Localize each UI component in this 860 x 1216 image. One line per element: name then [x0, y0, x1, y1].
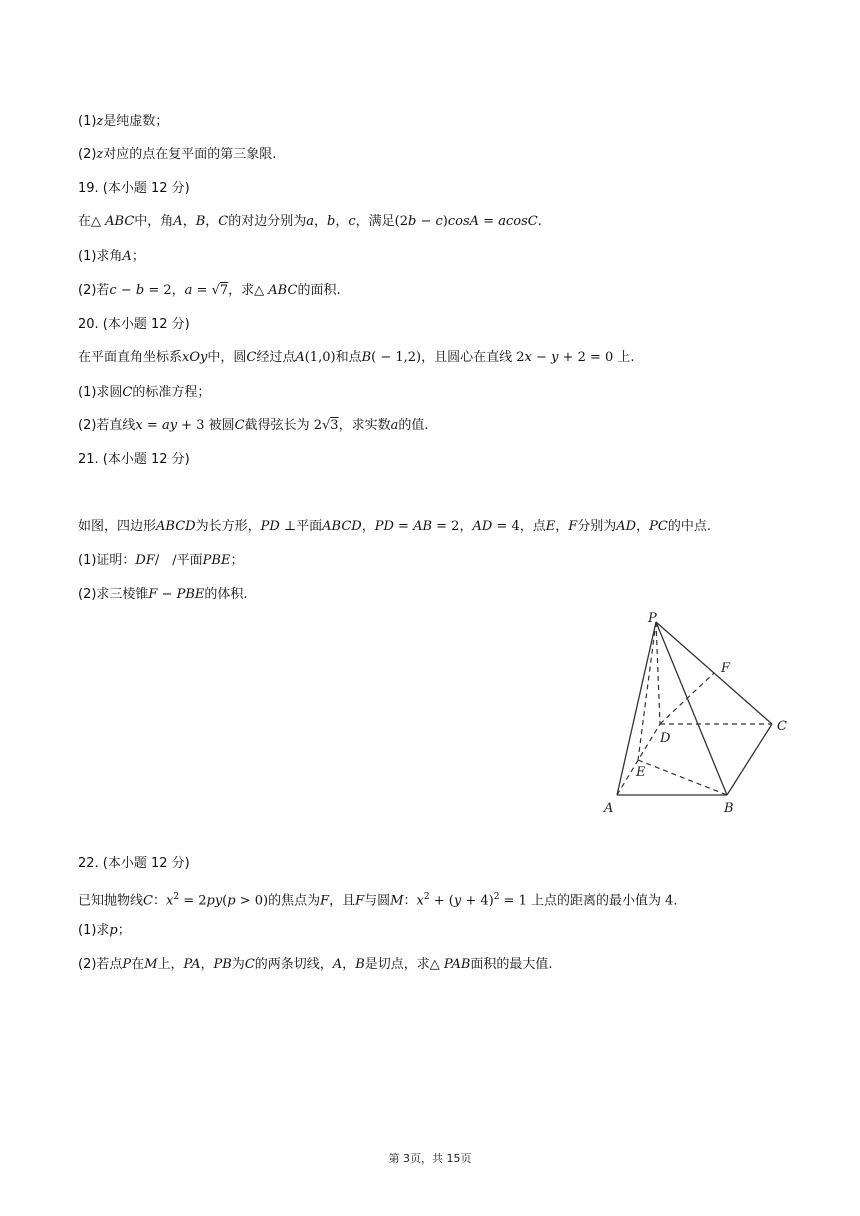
q20-part1: (1)求圆C的标准方程； — [78, 385, 211, 400]
q21-header: 21. (本小题 12 分) — [78, 452, 190, 467]
q21-stem: 如图，四边形ABCD为长方形，PD ⊥平面ABCD，PD = AB = 2，AD = 4，点E，F分别为AD，PC的中点. — [78, 519, 711, 534]
edge-PD — [656, 622, 660, 724]
label-A: A — [604, 801, 614, 816]
label-F: F — [721, 661, 731, 676]
q19-part2: (2)若c − b = 2，a = √7，求△ ABC的面积. — [78, 283, 341, 298]
q22-part2: (2)若点P在M上，PA，PB为C的两条切线，A，B是切点，求△ PAB面积的最大值. — [78, 957, 553, 972]
q19-stem: 在△ ABC中，角A，B，C的对边分别为a，b，c，满足(2b − c)cosA = acosC. — [78, 214, 542, 229]
label-B: B — [724, 801, 734, 816]
q18-part1: (1)z是纯虚数； — [78, 114, 169, 129]
q20-header: 20. (本小题 12 分) — [78, 317, 190, 332]
edge-BC — [727, 724, 772, 795]
label-E: E — [636, 765, 646, 780]
pyramid-figure — [600, 608, 800, 823]
q20-part2: (2)若直线x = ay + 3 被圆C截得弦长为 2√3，求实数a的值. — [78, 418, 429, 433]
label-C: C — [777, 719, 787, 734]
q20-stem: 在平面直角坐标系xOy中，圆C经过点A(1,0)和点B( − 1,2)，且圆心在直线 2x − y + 2 = 0 上. — [78, 350, 635, 365]
label-P: P — [648, 611, 657, 626]
q18-part2: (2)z对应的点在复平面的第三象限. — [78, 147, 277, 162]
q21-part1: (1)证明：DF/ /平面PBE； — [78, 553, 244, 568]
q19-header: 19. (本小题 12 分) — [78, 181, 190, 196]
q22-stem: 已知抛物线C：$x^2 = 2py(p > 0)$的焦点为F，且F与圆M：$x^2 + (y + 4)^2 = 1$ 上点的距离的最小值为 4. — [78, 892, 678, 909]
edge-DF — [660, 673, 714, 724]
q19-part1: (1)求角A； — [78, 249, 145, 264]
edge-PB — [656, 622, 727, 795]
q21-part2: (2)求三棱锥F − PBE的体积. — [78, 587, 248, 602]
page-footer: 第 3页，共 15页 — [388, 1152, 472, 1165]
q22-header: 22. (本小题 12 分) — [78, 856, 190, 871]
label-D: D — [660, 731, 671, 746]
edge-EB — [638, 760, 727, 795]
q22-part1: (1)求p； — [78, 923, 131, 938]
